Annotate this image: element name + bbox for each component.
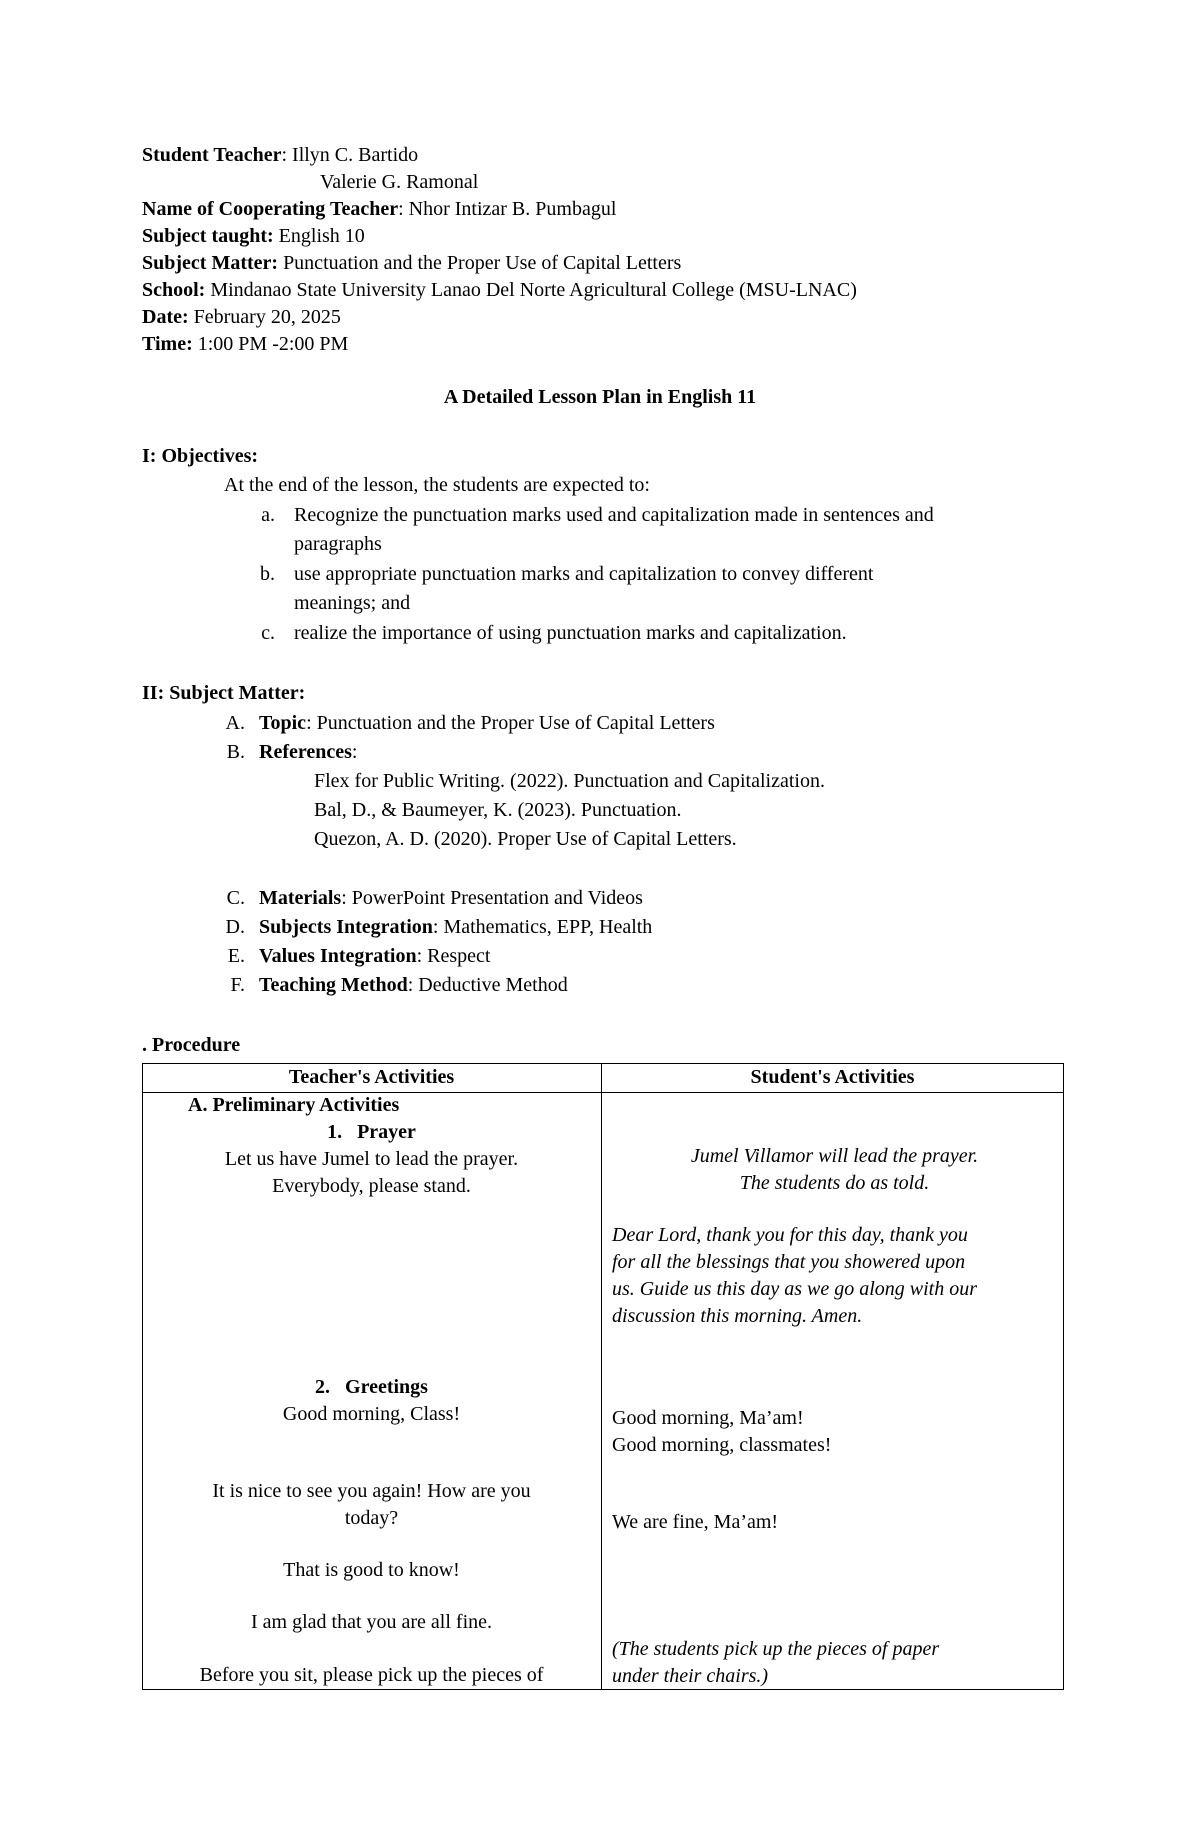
- topic-value: : Punctuation and the Proper Use of Capital Letters: [306, 712, 715, 734]
- student-teacher-2: Valerie G. Ramonal: [320, 171, 479, 193]
- subjects-integration-label: Subjects Integration: [259, 916, 433, 938]
- cooperating-teacher-line: Name of Cooperating Teacher: Nhor Intizar B. Pumbagul: [142, 198, 617, 220]
- subject-taught-label: Subject taught:: [142, 225, 274, 247]
- teaching-method-value: : Deductive Method: [407, 974, 568, 996]
- prayer-text-line: Dear Lord, thank you for this day, thank you: [612, 1224, 968, 1246]
- subject-taught-line: [142, 223, 365, 250]
- greetings-teacher-line: Good morning, Class!: [282, 1403, 461, 1425]
- student-teacher-line: Student Teacher: Illyn C. Bartido: [142, 144, 419, 166]
- references-line: [259, 741, 357, 764]
- values-integration-marker: E.: [227, 945, 245, 967]
- values-integration-label: Values Integration: [259, 945, 417, 967]
- subjects-integration-marker: D.: [225, 916, 245, 938]
- school-label: School:: [142, 279, 206, 301]
- teaching-method-marker: F.: [230, 974, 245, 996]
- date-line: [142, 304, 341, 331]
- date-value: February 20, 2025: [193, 306, 341, 328]
- subject-matter-line: [142, 250, 681, 277]
- materials-label: Materials: [259, 887, 342, 909]
- school-line: [142, 277, 857, 304]
- greetings-student-line: under their chairs.): [612, 1665, 769, 1687]
- objective-a-line2: paragraphs: [294, 533, 382, 555]
- greetings-student-line: Good morning, classmates!: [612, 1434, 832, 1456]
- topic-marker: A.: [225, 712, 245, 734]
- reference-item: Flex for Public Writing. (2022). Punctuation and Capitalization.: [314, 770, 825, 792]
- school-value: Mindanao State University Lanao Del Norte Agricultural College (MSU-LNAC): [210, 279, 857, 301]
- page-title: A Detailed Lesson Plan in English 11: [443, 386, 757, 408]
- objective-c-marker: c.: [261, 622, 275, 644]
- references-label: References: [259, 741, 352, 763]
- prayer-text-line: for all the blessings that you showered upon: [612, 1251, 966, 1273]
- student-activities-header: Student's Activities: [750, 1066, 915, 1088]
- cooperating-label: Name of Cooperating Teacher: [142, 198, 399, 220]
- teacher-activities-header: Teacher's Activities: [288, 1066, 455, 1088]
- table-header-divider: [142, 1092, 1064, 1093]
- prayer-student-line: Jumel Villamor will lead the prayer.: [690, 1145, 979, 1167]
- greetings-student-line: We are fine, Ma’am!: [612, 1511, 779, 1533]
- time-value: 1:00 PM -2:00 PM: [197, 333, 349, 355]
- references-suffix: :: [351, 741, 358, 763]
- subjects-integration-line: [259, 916, 652, 939]
- subject-taught-value: English 10: [278, 225, 365, 247]
- objectives-heading: I: Objectives:: [142, 445, 259, 467]
- preliminary-activities: A. Preliminary Activities: [188, 1094, 400, 1116]
- subjects-integration-value: : Mathematics, EPP, Health: [432, 916, 653, 938]
- teaching-method-label: Teaching Method: [259, 974, 408, 996]
- greetings-student-line: Good morning, Ma’am!: [612, 1407, 804, 1429]
- time-line: [142, 331, 348, 358]
- greetings-teacher-line: It is nice to see you again! How are you: [212, 1480, 531, 1502]
- prayer-teacher-line: Everybody, please stand.: [272, 1175, 471, 1197]
- greetings-teacher-line: That is good to know!: [283, 1559, 460, 1581]
- reference-item: Quezon, A. D. (2020). Proper Use of Capital Letters.: [314, 828, 737, 850]
- prayer-heading: 1. Prayer: [327, 1121, 416, 1143]
- procedure-heading: . Procedure: [142, 1034, 241, 1056]
- objective-b-line2: meanings; and: [294, 592, 411, 614]
- objectives-intro: At the end of the lesson, the students are expected to:: [224, 474, 650, 496]
- date-label: Date:: [142, 306, 189, 328]
- greetings-teacher-line: I am glad that you are all fine.: [250, 1611, 492, 1633]
- cooperating-value: Nhor Intizar B. Pumbagul: [408, 198, 617, 220]
- prayer-text-line: us. Guide us this day as we go along with our: [612, 1278, 978, 1300]
- materials-marker: C.: [226, 887, 245, 909]
- references-marker: B.: [226, 741, 245, 763]
- greetings-teacher-line: Before you sit, please pick up the pieces of: [199, 1664, 544, 1686]
- materials-line: [259, 887, 643, 910]
- values-integration-line: [259, 945, 490, 968]
- student-teacher-1: Illyn C. Bartido: [292, 144, 419, 166]
- subject-matter-value: Punctuation and the Proper Use of Capital Letters: [283, 252, 682, 274]
- objective-a-marker: a.: [261, 504, 275, 526]
- objective-b-line1: use appropriate punctuation marks and capitalization to convey different: [294, 563, 874, 585]
- topic-label: Topic: [259, 712, 307, 734]
- materials-value: : PowerPoint Presentation and Videos: [341, 887, 643, 909]
- student-teacher-label: Student Teacher: [142, 144, 282, 166]
- values-integration-value: : Respect: [416, 945, 491, 967]
- greetings-student-line: (The students pick up the pieces of paper: [612, 1638, 940, 1660]
- greetings-teacher-line: today?: [344, 1507, 399, 1529]
- topic-line: [259, 712, 715, 735]
- time-label: Time:: [142, 333, 193, 355]
- objective-b-marker: b.: [260, 563, 275, 585]
- table-column-divider: [601, 1063, 602, 1690]
- subject-matter-heading: II: Subject Matter:: [142, 682, 306, 704]
- prayer-teacher-line: Let us have Jumel to lead the prayer.: [224, 1148, 519, 1170]
- subject-matter-label: Subject Matter:: [142, 252, 279, 274]
- objective-a-line1: Recognize the punctuation marks used and capitalization made in sentences and: [294, 504, 934, 526]
- objective-c-line1: realize the importance of using punctuation marks and capitalization.: [294, 622, 847, 644]
- teaching-method-line: [259, 974, 568, 997]
- prayer-text-line: discussion this morning. Amen.: [612, 1305, 863, 1327]
- greetings-heading: 2. Greetings: [315, 1376, 428, 1398]
- reference-item: Bal, D., & Baumeyer, K. (2023). Punctuation.: [314, 799, 682, 821]
- prayer-student-line: The students do as told.: [739, 1172, 930, 1194]
